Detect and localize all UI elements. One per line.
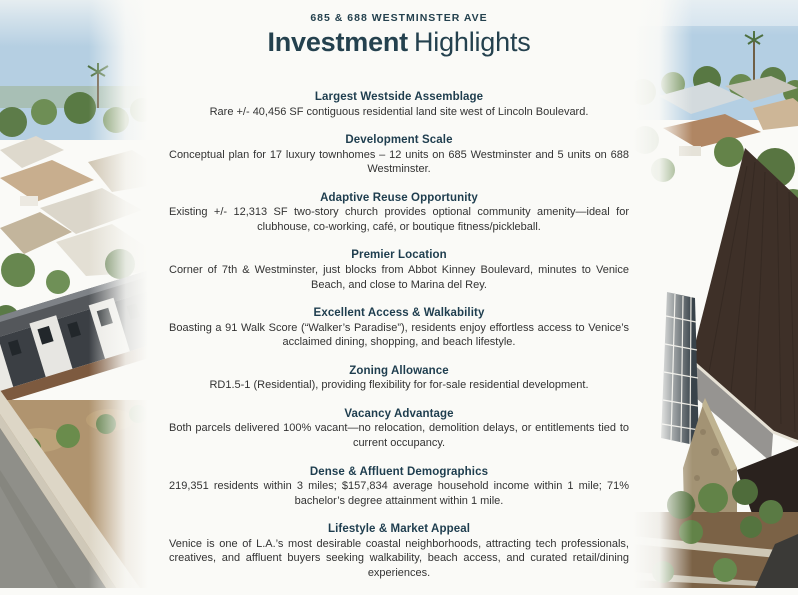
section-dense-affluent-demographics [149, 465, 649, 509]
aerial-photo-right [633, 0, 798, 588]
section-heading: Zoning Allowance [349, 364, 449, 377]
section-body: Boasting a 91 Walk Score (“Walker’s Paradise”), residents enjoy effortless access to Venice’s acclaimed dining, shopping, and beach lifestyle. [169, 321, 629, 349]
page-title-bold: Investment [267, 27, 408, 57]
section-excellent-access-walkability [149, 306, 649, 350]
section-body: Conceptual plan for 17 luxury townhomes – 12 units on 685 Westminster and 5 units on 688 Westminster. [169, 148, 629, 176]
section-vacancy-advantage [149, 407, 649, 451]
aerial-townhomes-photo [0, 0, 148, 588]
investment-highlights-panel [149, 12, 649, 595]
section-heading: Adaptive Reuse Opportunity [320, 191, 478, 204]
section-heading: Premier Location [351, 249, 447, 262]
section-lifestyle-market-appeal [149, 522, 649, 580]
section-premier-location [149, 248, 649, 292]
section-heading: Lifestyle & Market Appeal [327, 523, 471, 536]
section-heading: Excellent Access & Walkability [313, 307, 485, 320]
section-body: Corner of 7th & Westminster, just blocks from Abbot Kinney Boulevard, minutes to Venice Beach, and close to Marina del Rey. [169, 263, 629, 291]
section-heading: Development Scale [345, 134, 453, 147]
page-title [149, 26, 649, 58]
aerial-church-photo [633, 0, 798, 588]
section-body: Existing +/- 12,313 SF two-story church provides optional community amenity—ideal for clubhouse, co-working, café, or boutique fitness/pickleball. [169, 206, 629, 233]
section-heading: Vacancy Advantage [344, 407, 454, 420]
section-body: Both parcels delivered 100% vacant—no relocation, demolition delays, or entitlements tied to current occupancy. [169, 422, 629, 450]
section-body: Rare +/- 40,456 SF contiguous residential land site west of Lincoln Boulevard. [209, 105, 589, 118]
section-body: RD1.5-1 (Residential), providing flexibility for for-sale residential development. [209, 379, 589, 392]
section-body: 219,351 residents within 3 miles; $157,834 average household income within 1 mile; 71% bachelor’s degree attainment within 1 mile. [169, 480, 629, 507]
page-title-light: Highlights [413, 27, 531, 57]
aerial-photo-left [0, 0, 148, 588]
section-zoning-allowance [149, 364, 649, 393]
section-body: Venice is one of L.A.’s most desirable coastal neighborhoods, attracting tech professionals, creatives, and affluent buyers seeking walkability, beach access, and curated retail/dining experiences. [169, 537, 629, 579]
property-address: 685 & 688 WESTMINSTER AVE [310, 12, 488, 24]
section-largest-westside-assemblage [149, 90, 649, 119]
section-heading: Largest Westside Assemblage [314, 91, 484, 103]
section-heading: Dense & Affluent Demographics [309, 465, 489, 478]
section-development-scale [149, 133, 649, 177]
section-adaptive-reuse-opportunity [149, 191, 649, 235]
